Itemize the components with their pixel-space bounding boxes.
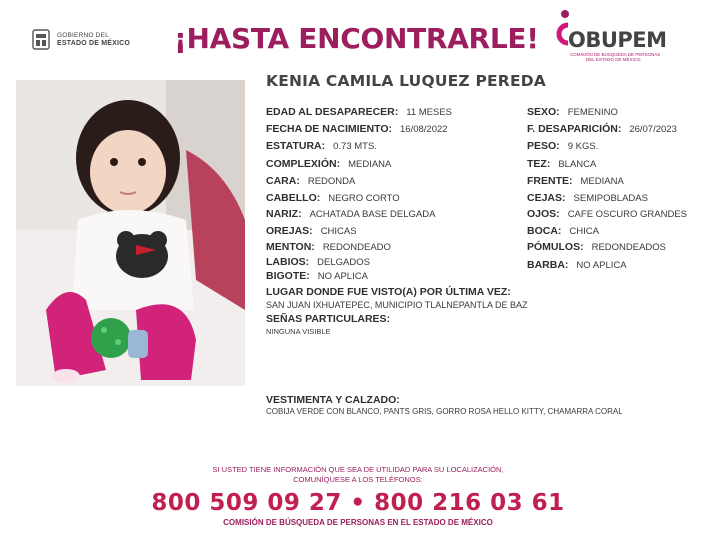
field-value: FEMENINO <box>567 107 618 118</box>
field-value: MEDIANA <box>580 176 624 187</box>
field-weight <box>527 140 598 152</box>
field-label: FRENTE: <box>527 175 573 187</box>
field-label: OREJAS: <box>266 225 313 237</box>
field-face <box>266 175 355 187</box>
field-birth-date <box>266 123 448 135</box>
field-label: TEZ: <box>527 158 551 170</box>
field-ears <box>266 225 357 237</box>
field-disappearance-date <box>527 123 677 135</box>
contact-note <box>0 465 716 485</box>
clothing-value: COBIJA VERDE CON BLANCO, PANTS GRIS, GORRO ROSA HELLO KITTY, CHAMARRA CORAL <box>266 407 623 416</box>
field-label: SEXO: <box>527 106 560 118</box>
field-label: BIGOTE: <box>266 270 310 282</box>
field-label: ESTATURA: <box>266 140 326 152</box>
field-value: NO APLICA <box>317 271 368 282</box>
field-value: 26/07/2023 <box>629 124 677 135</box>
field-label: OJOS: <box>527 208 560 220</box>
field-forehead <box>527 175 624 187</box>
field-beard <box>527 259 627 271</box>
field-lips <box>266 256 370 268</box>
field-age <box>266 106 452 118</box>
field-label: NARIZ: <box>266 208 302 220</box>
field-label: LABIOS: <box>266 256 310 268</box>
field-sex <box>527 106 618 118</box>
clothing-title: VESTIMENTA Y CALZADO: <box>266 394 400 406</box>
cobupem-wordmark: OBUPEM <box>568 28 667 52</box>
cobupem-logo <box>548 6 678 64</box>
field-value: 16/08/2022 <box>400 124 448 135</box>
field-chin <box>266 241 391 253</box>
field-value: REDONDA <box>307 176 356 187</box>
field-value: REDONDEADOS <box>591 242 667 253</box>
headline: ¡HASTA ENCONTRARLE! <box>174 22 539 55</box>
person-name: KENIA CAMILA LUQUEZ PEREDA <box>266 72 546 90</box>
field-label: F. DESAPARICIÓN: <box>527 123 622 135</box>
field-label: CABELLO: <box>266 192 321 204</box>
field-label: COMPLEXIÓN: <box>266 158 341 170</box>
field-label: EDAD AL DESAPARECER: <box>266 106 399 118</box>
field-value: REDONDEADO <box>322 242 391 253</box>
field-value: MEDIANA <box>348 159 392 170</box>
field-height <box>266 140 377 152</box>
phone-numbers[interactable]: 800 509 09 27 • 800 216 03 61 <box>151 490 565 516</box>
field-label: CARA: <box>266 175 300 187</box>
field-build <box>266 158 391 170</box>
gov-line-2: ESTADO DE MÉXICO <box>57 40 131 47</box>
field-value: 9 KGS. <box>567 141 599 152</box>
last-seen-title: LUGAR DONDE FUE VISTO(A) POR ÚLTIMA VEZ: <box>266 286 511 298</box>
field-value: BLANCA <box>558 159 597 170</box>
last-seen-value: SAN JUAN IXHUATEPEC, MUNICIPIO TLALNEPANTLA DE BAZ <box>266 300 528 310</box>
field-mustache <box>266 270 368 282</box>
contact-note-line-1: SI USTED TIENE INFORMACIÓN QUE SEA DE UTILIDAD PARA SU LOCALIZACIÓN, <box>212 465 504 474</box>
field-eyebrows <box>527 192 648 204</box>
field-value: NO APLICA <box>576 260 627 271</box>
cobupem-subtitle <box>570 52 670 62</box>
distinguishing-marks-value: NINGUNA VISIBLE <box>266 327 331 336</box>
field-value: NEGRO CORTO <box>328 193 400 204</box>
field-value: CAFE OSCURO GRANDES <box>567 209 687 220</box>
field-value: 0.73 MTS. <box>333 141 377 152</box>
field-label: PESO: <box>527 140 560 152</box>
state-government-logo <box>30 28 130 52</box>
field-label: FECHA DE NACIMIENTO: <box>266 123 392 135</box>
field-label: MENTON: <box>266 241 315 253</box>
field-label: CEJAS: <box>527 192 566 204</box>
field-value: SEMIPOBLADAS <box>573 193 648 204</box>
cobupem-subtitle-1: COMISIÓN DE BÚSQUEDA DE PERSONAS <box>570 52 661 57</box>
field-value: CHICA <box>569 226 599 237</box>
field-hair <box>266 192 400 204</box>
field-value: 11 MESES <box>406 107 452 118</box>
footer-organization: COMISIÓN DE BÚSQUEDA DE PERSONAS EN EL ESTADO DE MÉXICO <box>223 518 493 527</box>
state-seal-icon <box>30 28 52 52</box>
missing-person-photo <box>16 80 245 386</box>
field-label: PÓMULOS: <box>527 241 584 253</box>
field-eyes <box>527 208 687 220</box>
distinguishing-marks-title: SEÑAS PARTICULARES: <box>266 313 391 325</box>
field-complexion <box>527 158 596 170</box>
field-cheekbones <box>527 241 666 253</box>
field-value: ACHATADA BASE DELGADA <box>309 209 436 220</box>
gov-line-1: GOBIERNO DEL <box>57 32 109 39</box>
field-value: CHICAS <box>320 226 357 237</box>
field-value: DELGADOS <box>317 257 370 268</box>
field-mouth <box>527 225 599 237</box>
contact-note-line-2: COMUNÍQUESE A LOS TELÉFONOS: <box>293 475 423 484</box>
cobupem-subtitle-2: DEL ESTADO DE MÉXICO <box>586 57 641 62</box>
field-nose <box>266 208 435 220</box>
field-label: BOCA: <box>527 225 562 237</box>
field-label: BARBA: <box>527 259 569 271</box>
